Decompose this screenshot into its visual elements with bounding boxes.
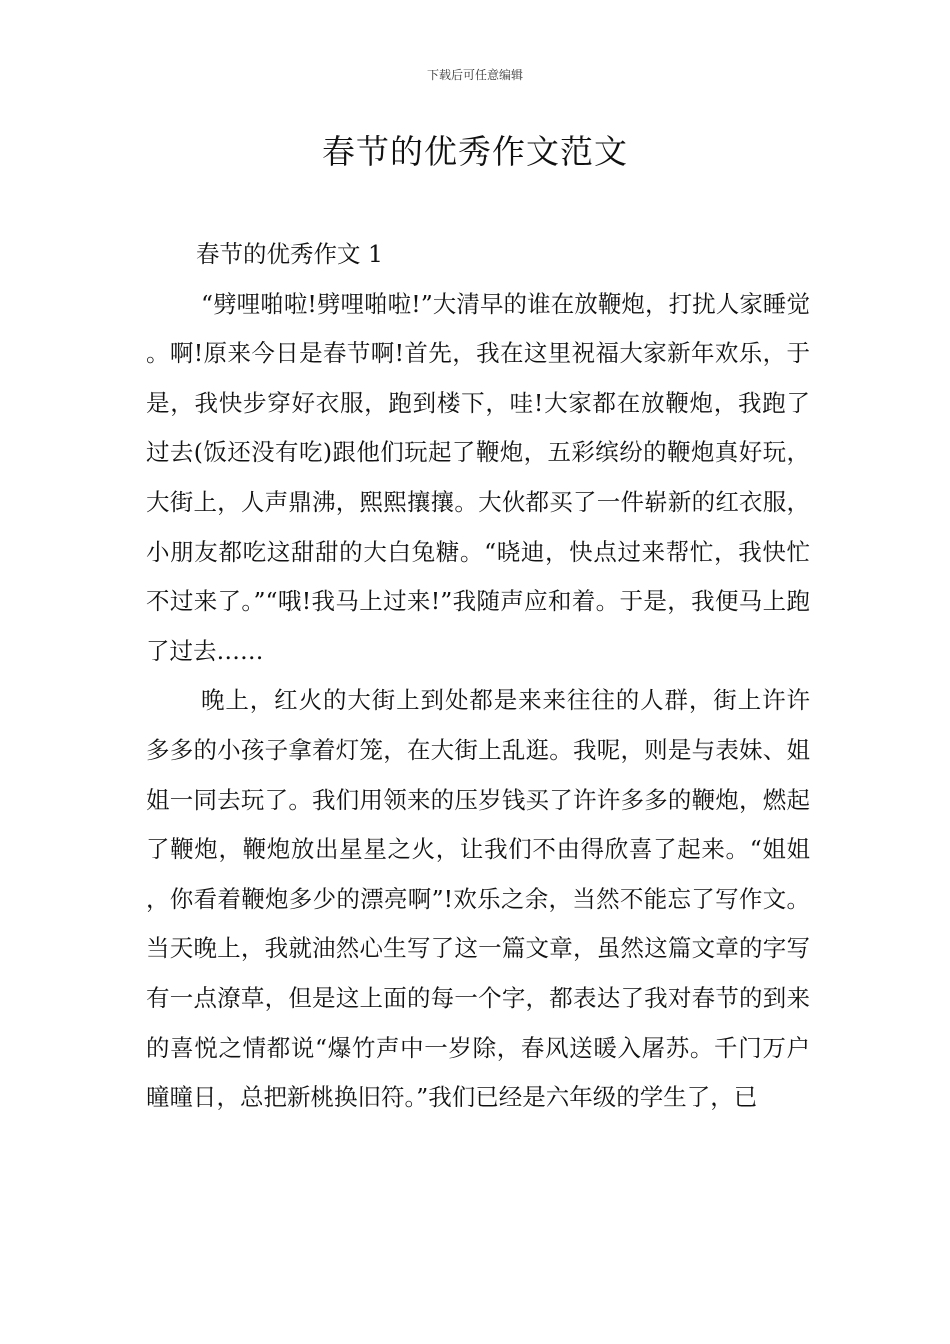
paragraph: 晚上，红火的大街上到处都是来来往往的人群，街上许许多多的小孩子拿着灯笼，在大街上乱逛。我呢，则是与表妹、姐姐一同去玩了。我们用领来的压岁钱买了许许多多的鞭炮，燃起了鞭炮，鞭炮放出星星之火，让我们不由得欣喜了起来。“姐姐，你看着鞭炮多少的漂亮啊”!欢乐之余，当然不能忘了写作文。当天晚上，我就油然心生写了这一篇文章，虽然这篇文章的字写有一点潦草，但是这上面的每一个字，都表达了我对春节的到来的喜悦之情都说“爆竹声中一岁除，春风送暖入屠苏。千门万户曈曈日，总把新桃换旧符。”我们已经是六年级的学生了，已 (146, 686, 810, 1112)
paragraph: “劈哩啪啦!劈哩啪啦!”大清早的谁在放鞭炮，打扰人家睡觉。啊!原来今日是春节啊!首先，我在这里祝福大家新年欢乐，于是，我快步穿好衣服，跑到楼下，哇!大家都在放鞭炮，我跑了过去(饭还没有吃)跟他们玩起了鞭炮，五彩缤纷的鞭炮真好玩，大街上，人声鼎沸，熙熙攘攘。大伙都买了一件崭新的红衣服，小朋友都吃这甜甜的大白兔糖。“晓迪，快点过来帮忙，我快忙不过来了。”“哦!我马上过来!”我随声应和着。于是，我便马上跑了过去…… (146, 289, 810, 665)
document-title: 春节的优秀作文范文 (322, 132, 628, 171)
header-note: 下载后可任意编辑 (426, 68, 523, 82)
document-body (146, 230, 810, 1123)
section-title: 春节的优秀作文 1 (196, 240, 383, 268)
